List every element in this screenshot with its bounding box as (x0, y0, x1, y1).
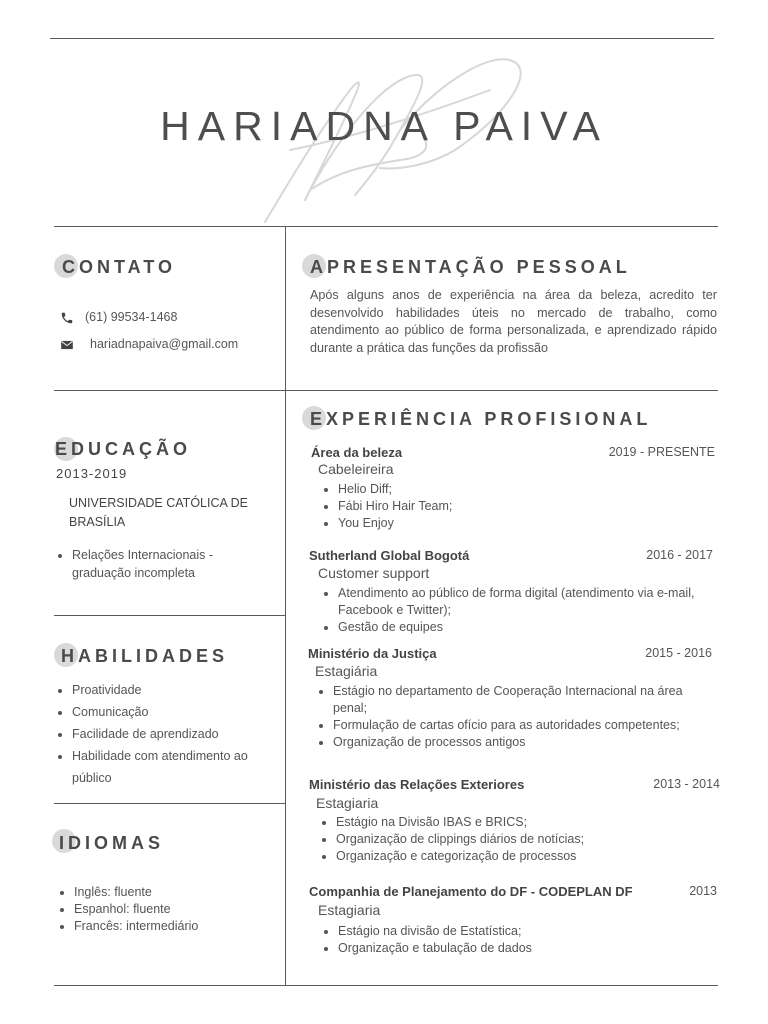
skill-item: • Comunicação (72, 701, 248, 723)
education-title: EDUCAÇÃO (55, 439, 192, 459)
job-duty-line2: penal; (333, 701, 368, 715)
job-duty: • Organização de processos antigos (333, 734, 720, 751)
job-duties (320, 585, 725, 636)
job-duty-line1: Estágio no departamento de Cooperação Internacional na área (333, 684, 683, 698)
job-duty (333, 683, 720, 717)
experience-title: EXPERIÊNCIA PROFISIONAL (310, 409, 652, 429)
job-duties (315, 683, 720, 751)
job-duty: • Helio Diff; (338, 481, 452, 498)
job-role: Estagiária (315, 663, 378, 679)
skill-item-line2: público (72, 771, 112, 785)
job-duty: • Fábi Hiro Hair Team; (338, 498, 452, 515)
job-duties (320, 923, 532, 957)
job-duty: • Organização de clippings diários de notícias; (336, 831, 584, 848)
job-duty-line2: Facebook e Twitter); (338, 603, 452, 617)
job-duty: • Estágio na divisão de Estatística; (338, 923, 532, 940)
contact-divider (54, 390, 718, 391)
skill-item-line1: Habilidade com atendimento ao (72, 749, 248, 763)
contact-title: CONTATO (62, 257, 176, 277)
education-institution-line2: BRASÍLIA (69, 515, 126, 529)
job-role: Estagiaria (318, 902, 381, 918)
job-duty: • You Enjoy (338, 515, 452, 532)
education-course-list (54, 546, 213, 582)
job-duty (338, 585, 725, 619)
phone-icon (60, 311, 74, 325)
job-dates: 2013 - 2014 (653, 777, 720, 791)
language-item: • Francês: intermediário (74, 918, 198, 935)
job-dates: 2019 - PRESENTE (608, 445, 715, 459)
education-institution-line1: UNIVERSIDADE CATÓLICA DE (69, 496, 248, 510)
job-company: Ministério da Justiça (308, 646, 437, 661)
presentation-text: Após alguns anos de experiência na área da beleza, acredito ter desenvolvido habilidades úteis no mercado de trabalho, como atendimento ao público de forma personalizada, e aprendizado rápido durante a prática das funções da profissão (310, 288, 717, 355)
job-duty: • Organização e tabulação de dados (338, 940, 532, 957)
job-role: Estagiaria (316, 795, 379, 811)
education-divider (54, 615, 285, 616)
education-years: 2013-2019 (56, 466, 128, 481)
skills-title: HABILIDADES (61, 646, 229, 666)
job-duties (320, 481, 452, 532)
candidate-name: HARIADNA PAIVA (160, 103, 608, 149)
job-duty: • Formulação de cartas ofício para as autoridades competentes; (333, 717, 720, 734)
presentation-title: APRESENTAÇÃO PESSOAL (310, 257, 631, 277)
job-dates: 2015 - 2016 (645, 646, 712, 660)
contact-email[interactable]: hariadnapaiva@gmail.com (90, 337, 239, 351)
skill-item: • Facilidade de aprendizado (72, 723, 248, 745)
language-item: • Espanhol: fluente (74, 901, 198, 918)
skill-item: • Proatividade (72, 679, 248, 701)
languages-title: IDIOMAS (59, 833, 165, 853)
job-role: Cabeleireira (318, 461, 394, 477)
job-company: Companhia de Planejamento do DF - CODEPLAN DF (309, 884, 633, 899)
job-company: Ministério das Relações Exteriores (309, 777, 525, 792)
language-item: • Inglês: fluente (74, 884, 198, 901)
education-course-line2: graduação incompleta (72, 566, 195, 580)
top-divider (50, 38, 714, 39)
job-duties (318, 814, 584, 865)
skills-list (54, 679, 248, 789)
job-duty-line1: Atendimento ao público de forma digital (atendimento via e-mail, (338, 586, 695, 600)
column-divider (285, 226, 286, 986)
job-dates: 2013 (689, 884, 717, 898)
contact-phone[interactable]: (61) 99534-1468 (85, 310, 178, 324)
job-duty: • Gestão de equipes (338, 619, 725, 636)
education-course (72, 546, 213, 582)
job-role: Customer support (318, 565, 430, 581)
bottom-divider (54, 985, 718, 986)
languages-list (56, 884, 198, 935)
job-company: Área da beleza (311, 445, 403, 460)
job-duty: • Estágio na Divisão IBAS e BRICS; (336, 814, 584, 831)
skills-divider (54, 803, 285, 804)
education-course-line1: Relações Internacionais - (72, 548, 214, 562)
skill-item (72, 745, 248, 789)
job-duty: • Organização e categorização de processos (336, 848, 584, 865)
job-company: Sutherland Global Bogotá (309, 548, 470, 563)
job-dates: 2016 - 2017 (646, 548, 713, 562)
envelope-icon (60, 338, 74, 352)
